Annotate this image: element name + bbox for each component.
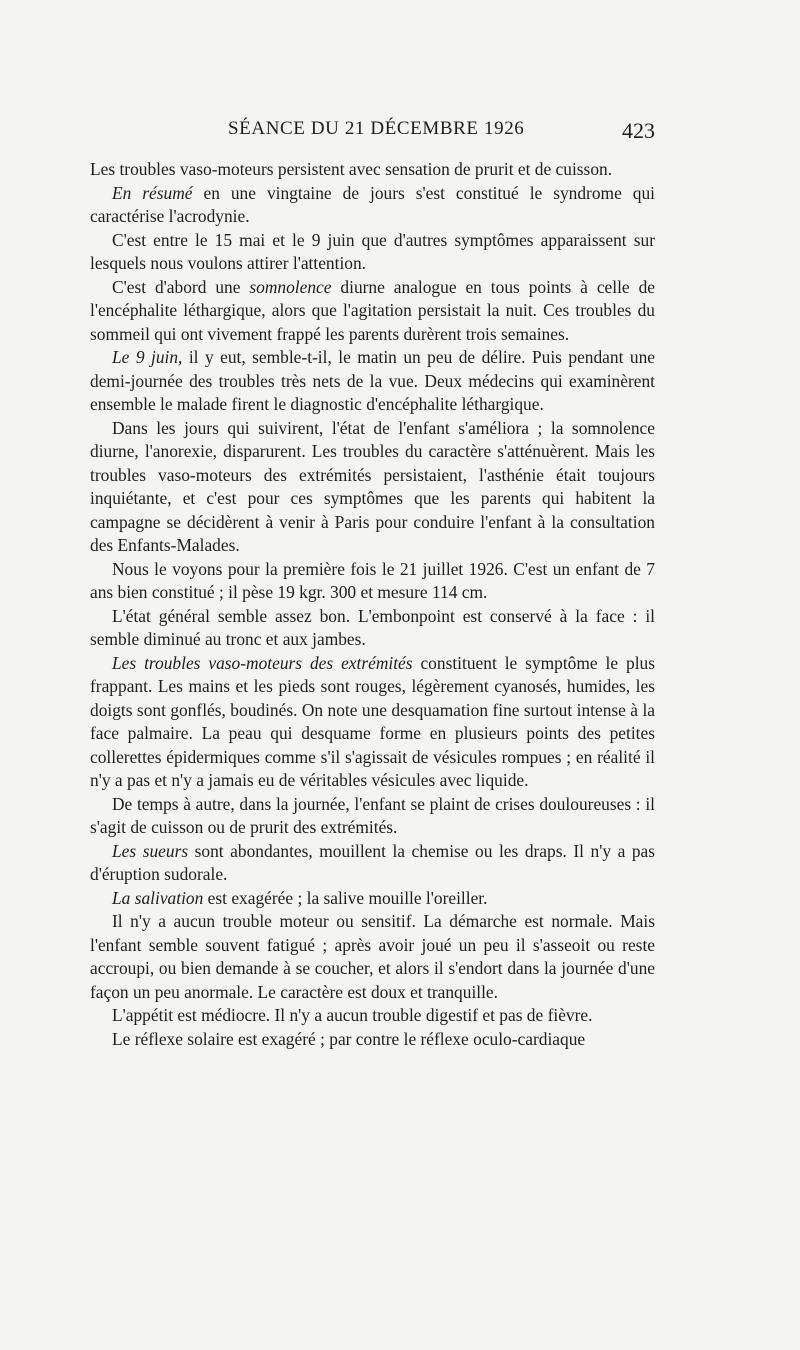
- italic-lead: Les troubles vaso-moteurs des extrémités: [112, 652, 413, 673]
- paragraph: Les troubles vaso-moteurs des extrémités constituent le symptôme le plus frappant. Les mains et les pieds sont rouges, légèrement cyanosés, humides, les doigts sont gonflés, boudinés. On note une desquamation fine surtout intense à la face palmaire. La peau qui desquame forme en plusieurs points des petites collerettes épidermiques comme s'il s'agissait de vésicules rompues ; en réalité il n'y a pas et n'y a jamais eu de véritables vésicules avec liquide.: [90, 652, 655, 790]
- paragraph: C'est d'abord une somnolence diurne analogue en tous points à celle de l'encéphalite léthargique, alors que l'agitation persistait la nuit. Ces troubles du sommeil qui ont vivement frappé les parents durèrent trois semaines.: [90, 276, 655, 344]
- italic-lead: En résumé: [112, 182, 193, 203]
- paragraph: En résumé en une vingtaine de jours s'est constitué le syndrome qui caractérise l'acrodynie.: [90, 182, 655, 226]
- paragraph: L'appétit est médiocre. Il n'y a aucun trouble digestif et pas de fièvre.: [112, 1005, 593, 1025]
- italic-lead: Les sueurs: [112, 840, 189, 861]
- paragraph: C'est entre le 15 mai et le 9 juin que d'autres symptômes apparaissent sur lesquels nous voulons attirer l'attention.: [90, 229, 655, 273]
- paragraph: Le réflexe solaire est exagéré ; par contre le réflexe oculo-cardiaque: [112, 1028, 586, 1049]
- italic-lead: somnolence: [249, 276, 332, 297]
- paragraph: La salivation est exagérée ; la salive mouille l'oreiller.: [112, 887, 488, 908]
- paragraph: Les sueurs sont abondantes, mouillent la chemise ou les draps. Il n'y a pas d'éruption sudorale.: [90, 840, 656, 884]
- body-text: [90, 158, 655, 1051]
- italic-lead: Le 9 juin,: [112, 347, 183, 367]
- running-title: SÉANCE DU 21 DÉCEMBRE 1926: [228, 118, 525, 139]
- page-number: 423: [622, 118, 655, 143]
- paragraph: Nous le voyons pour la première fois le 21 juillet 1926. C'est un enfant de 7 ans bien constitué ; il pèse 19 kgr. 300 et mesure 114 cm.: [90, 558, 655, 602]
- italic-lead: La salivation: [112, 887, 204, 908]
- paragraph: De temps à autre, dans la journée, l'enfant se plaint de crises douloureuses : il s'agit de cuisson ou de prurit des extrémités.: [90, 793, 655, 837]
- paragraph: Dans les jours qui suivirent, l'état de l'enfant s'améliora ; la somnolence diurne, l'anorexie, disparurent. Les troubles du caractère s'atténuèrent. Mais les troubles vaso-moteurs des extrémités persistaient, l'asthénie était toujours inquiétante, et c'est pour ces symptômes que les parents qui habitent la campagne se décidèrent à venir à Paris pour conduire l'enfant à la consultation des Enfants-Malades.: [90, 417, 655, 555]
- page-header: [90, 118, 655, 148]
- paragraph: Le 9 juin, il y eut, semble-t-il, le matin un peu de délire. Puis pendant une demi-journée des troubles très nets de la vue. Deux médecins qui examinèrent ensemble le malade firent le diagnostic d'encéphalite léthargique.: [90, 347, 655, 414]
- paragraph: L'état général semble assez bon. L'embonpoint est conservé à la face : il semble diminué au tronc et aux jambes.: [90, 605, 655, 649]
- paragraph: Il n'y a aucun trouble moteur ou sensitif. La démarche est normale. Mais l'enfant semble souvent fatigué ; après avoir joué un peu il s'asseoit ou reste accroupi, ou bien demande à se coucher, et alors il s'endort dans la journée d'une façon un peu anormale. Le caractère est doux et tranquille.: [90, 911, 655, 1002]
- paragraph: Les troubles vaso-moteurs persistent avec sensation de prurit et de cuisson.: [90, 159, 613, 179]
